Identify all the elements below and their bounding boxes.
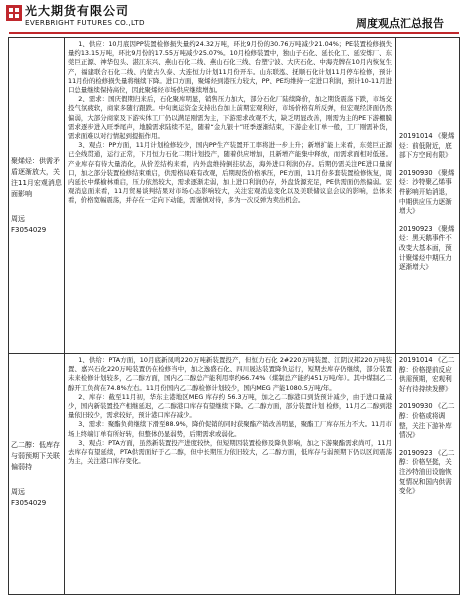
company-name-en: EVERBRIGHT FUTURES CO.,LTD: [25, 18, 145, 27]
company-logo-icon: [6, 5, 22, 21]
analysis-paragraph: 3、观点：PTA方面，虽然新装置投产进度较快，但短期因装置检修及降负影响，加之下游聚酯需求尚可，11月去库存有望延续，PTA供需面好于乙二醇，但中长期压力依旧较大，乙二醇方面，低库存与弱预期下仍以区间震荡为主，关注港口库存变化。: [68, 438, 392, 466]
analysis-paragraph: 3、需求：聚酯负荷继续下滑至88.9%，降价促销的同时获聚酯产销改善明显，聚酯工厂库存压力不大。11月市场上终端订单有所好转，但整体仍显弱势，后期需求或弱化。: [68, 420, 392, 438]
prior-views-cell: [396, 38, 460, 354]
prior-view-link[interactable]: 20190923 《乙二醇：价格坚挺，关注沙特油田设施恢复情况和国内供需变化》: [399, 448, 455, 496]
page-header: [0, 0, 468, 36]
prior-view-link[interactable]: 20190923 《聚烯烃：黑天鹅事件不改变大基本面，预计聚烯烃中期压力逐渐增大》: [399, 224, 455, 272]
analyst-name: 周远: [11, 214, 25, 223]
report-title: 周度观点汇总报告: [356, 17, 444, 30]
analyst-id: F3054029: [11, 498, 47, 507]
company-name-cn: 光大期货有限公司: [25, 4, 130, 18]
table-row: [9, 354, 460, 595]
analysis-paragraph: 1、供给：PTA方面，10月底新凤鸣220万吨新装置投产，但恒力石化 2#220万吨装置、江阴汉邦220万吨装置、嘉兴石化220万吨装置仍在检修当中，加之逸盛石化、四川晟达装置降负运行，短期去库存仍继续，部分装置未来检修计划较多，乙二醇方面，国内乙二醇总产能利用率约66.74%（煤制总产能约451万吨/年）。其中煤制乙二醇开工负荷在74.8%左右。11月份国内乙二醇检修计划较少，国内MEG 产能1080.5万吨/年。: [68, 356, 392, 392]
table-row: [9, 38, 460, 354]
viewpoint-table: [8, 37, 460, 595]
prior-view-link[interactable]: 20191014 《乙二醇：价格提前反应供需预期，宏观利好有待持续发酵》: [399, 356, 455, 393]
analysis-paragraph: 1、供应：10月底因PP装置检修损失量约24.32万吨，环比9月份的30.76万吨减少21.04%；PE装置检修损失量约13.15万吨，环比9月份的17.55万吨减少25.07%。10月检修装置中，独山子石化、延长化工、延安炼厂、东莞巨正源、神华包头、湛江东兴、燕山石化二线、燕山石化三线、台塑宁波、大庆石化、中海壳牌在10月内恢复生产，福建联合石化二线、内蒙古久泰、大连恒力计划11月份开车。山东联泓、抚顺石化计划11月停车检修，预计11月份的检修损失量将继续下降。进口方面，聚烯烃到港压力较大，PP、PE均维持一定进口利润，预计10-11月进口总量继续保持高位，因此聚烯烃市场供应继续增加。: [68, 40, 392, 95]
analysis-paragraph: 2、库存：截至11月初，华东主港地区MEG 库存约 56.3万吨，加之乙二醇港口到货预计减少，由于进口量减少，国内新装置投产相继延迟，乙二醇港口库存有望继续下降。乙二醇方面，部分装置计划 检修，11月乙二醇到港量依旧较少，需求较好，预计港口库存减少。: [68, 392, 392, 420]
variety-title: 聚烯烃：供需矛盾逐渐放大，关注11月宏观消息面影响: [11, 156, 62, 198]
analysis-paragraph: 3、观点：PP方面，11月计划检修较少，国内PP生产装置开工率将进一步上升；新增扩能上来看，东莞巨正源已全线贯通，运行正常，下月恒力石化二期计划投产，随着供应增加，且新增产能集中释放，而需求面相对低迷。产业库存有待大量消化，从价差结构来看，内外盘维持倒挂状态，海外进口利润仍存。后期仍需关注PE进口量窗口，加之部分装置检修结束重启，供需格局难有改观，后期现货价格承压，PE方面，11月份多套装置检修恢复，周内延长中煤榆林重启，压力依然较大，需求逐渐走弱，加上进口利润仍存，外盘货源充足，PE供需面仍然偏弱。宏观消息面来看，11月贸易谈判结果对市场心态影响较大，关注宏观消息变化以及美联储议息会议的影响，总体来看，价格宽幅震荡，并存在一定向下动能，需谨慎对待，多为一次反弹为卖出机会。: [68, 141, 392, 205]
analyst-name: 周远: [11, 487, 25, 496]
analysis-paragraph: 2、需求：国庆假期归来后，石化聚库明显，销售压力加大，部分石化厂陆续降价，加之期货震荡下跌，市场交投气氛疲软，商家多随行跟跌。中旬奥运资金支持出台加上前期宏观利好，市场价格有所反弹，但宏观经济面仍然偏弱，大部分商家及下游实体工厂仍以满足刚需为主，下游需求改观不大，缺乏明显改善，刚需为主的PE下游棚膜需求逐步进入旺季尾声，地膜需求陆续不足，随着“金九银十”旺季逐渐结束，下游企业订单一般，工厂刚需补货，需求面难以对行情起到提振作用。: [68, 95, 392, 141]
variety-cell: [9, 354, 65, 595]
prior-view-link[interactable]: 20190930 《聚烯烃：沙特聚乙烯事件影响开始消退，中期供应压力逐渐增大》: [399, 168, 455, 216]
header-divider: [9, 32, 459, 34]
prior-views-cell: [396, 354, 460, 595]
analyst-id: F3054029: [11, 225, 47, 234]
variety-title: 乙二醇：低库存与弱预期下关联偏弱持: [11, 440, 60, 471]
prior-view-link[interactable]: 20190930 《乙二醇：价格或将调整，关注下游补库情况》: [399, 402, 455, 440]
variety-cell: [9, 38, 65, 354]
analysis-cell: [65, 354, 396, 595]
analysis-cell: [65, 38, 396, 354]
prior-view-link[interactable]: 20191014 《聚烯烃：前低附近，底部下方空间有限》: [399, 132, 455, 160]
